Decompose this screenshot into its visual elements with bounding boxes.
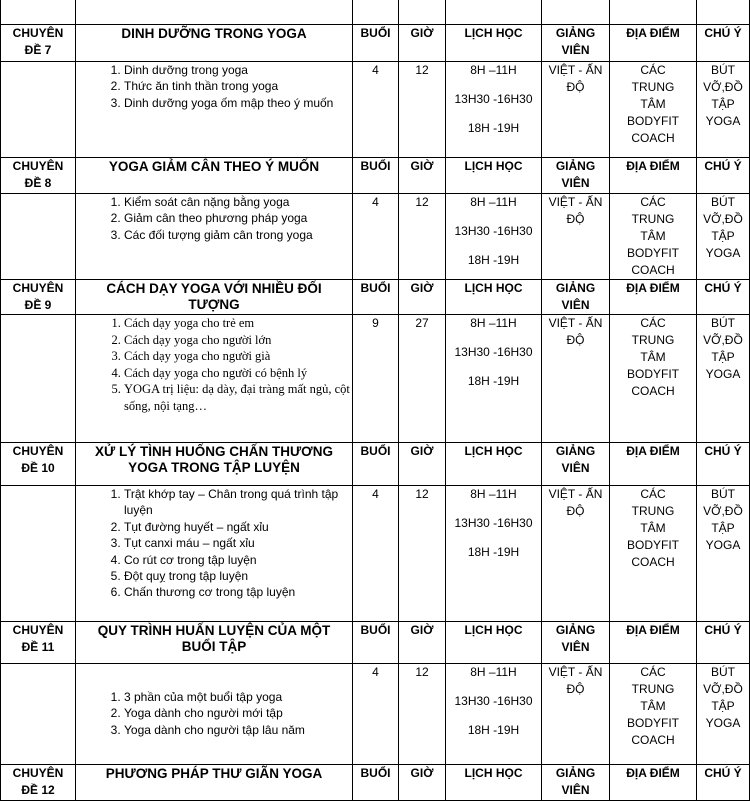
instructor-header: GIẢNG VIÊN — [542, 765, 610, 801]
hours-header: GIỜ — [399, 622, 446, 664]
topic-7-title: DINH DƯỠNG TRONG YOGA — [76, 25, 353, 62]
list-item: 3. Cách dạy yoga cho người già — [124, 348, 352, 365]
topic-9-label: CHUYÊN ĐỀ 9 — [1, 280, 76, 315]
hours-header: GIỜ — [399, 443, 446, 486]
schedule-header: LỊCH HỌC — [446, 280, 542, 315]
note-header: CHÚ Ý — [697, 622, 750, 664]
topic-7-items — [76, 62, 353, 158]
list-item: 2. Thức ăn tinh thần trong yoga — [124, 78, 352, 94]
schedule-header: LỊCH HỌC — [446, 25, 542, 62]
instructor-header: GIẢNG VIÊN — [542, 158, 610, 194]
note-header: CHÚ Ý — [697, 158, 750, 194]
schedule-header: LỊCH HỌC — [446, 443, 542, 486]
list-item: 1. Kiểm soát cân nặng bằng yoga — [124, 194, 352, 210]
topic-11-items — [76, 664, 353, 765]
instructor-header: GIẢNG VIÊN — [542, 280, 610, 315]
topic-9-hours: 27 — [399, 315, 446, 443]
list-item: 6. Chấn thương cơ trong tập luyện — [124, 584, 352, 600]
topic-11-title: QUY TRÌNH HUẤN LUYỆN CỦA MỘT BUỔI TẬP — [76, 622, 353, 664]
topic-7-content-row — [1, 62, 750, 158]
topic-12-title: PHƯƠNG PHÁP THƯ GIÃN YOGA — [76, 765, 353, 801]
topic-7-sessions: 4 — [353, 62, 399, 158]
hours-header: GIỜ — [399, 158, 446, 194]
topic-12-label: CHUYÊN ĐỀ 12 — [1, 765, 76, 801]
topic-11-sessions: 4 — [353, 664, 399, 765]
topic-7-instructor: VIỆT - ẤN ĐỘ — [542, 62, 610, 158]
list-item: 1. Trật khớp tay – Chân trong quá trình tập luyện — [124, 486, 352, 519]
sessions-header: BUỔI — [353, 158, 399, 194]
topic-8-location: CÁC TRUNG TÂM BODYFIT COACH — [610, 194, 697, 280]
list-item: 3. Yoga dành cho người tập lâu năm — [124, 722, 352, 738]
sessions-header: BUỔI — [353, 280, 399, 315]
topic-8-note: BÚT VỠ,ĐỒ TẬP YOGA — [697, 194, 750, 280]
topic-11-header-row — [1, 622, 750, 664]
topic-10-items — [76, 486, 353, 622]
topic-9-header-row — [1, 280, 750, 315]
list-item: 2. Tụt đường huyết – ngất xỉu — [124, 519, 352, 535]
topic-8-label: CHUYÊN ĐỀ 8 — [1, 158, 76, 194]
topic-8-hours: 12 — [399, 194, 446, 280]
note-header: CHÚ Ý — [697, 765, 750, 801]
list-item: 5. YOGA trị liệu: dạ dày, đại tràng mất ngủ, cột sống, nội tạng… — [124, 381, 352, 414]
topic-7-schedule: 8H –11H 13H30 -16H30 18H -19H — [446, 62, 542, 158]
topic-8-title: YOGA GIẢM CÂN THEO Ý MUỐN — [76, 158, 353, 194]
instructor-header: GIẢNG VIÊN — [542, 443, 610, 486]
sessions-header: BUỔI — [353, 443, 399, 486]
list-item: 2. Yoga dành cho người mới tập — [124, 705, 352, 721]
topic-11-location: CÁC TRUNG TÂM BODYFIT COACH — [610, 664, 697, 765]
list-item: 4. Co rút cơ trong tập luyện — [124, 552, 352, 568]
list-item: 1. Cách dạy yoga cho trẻ em — [124, 315, 352, 332]
topic-10-location: CÁC TRUNG TÂM BODYFIT COACH — [610, 486, 697, 622]
topic-12-header-row — [1, 765, 750, 801]
hours-header: GIỜ — [399, 765, 446, 801]
sessions-header: BUỔI — [353, 25, 399, 62]
list-item: 3. Tụt canxi máu – ngất xỉu — [124, 535, 352, 551]
topic-9-content-row — [1, 315, 750, 443]
instructor-header: GIẢNG VIÊN — [542, 25, 610, 62]
topic-11-schedule: 8H –11H 13H30 -16H30 18H -19H — [446, 664, 542, 765]
topic-10-note: BÚT VỠ,ĐỒ TẬP YOGA — [697, 486, 750, 622]
previous-row-fragment — [1, 0, 750, 25]
topic-8-sessions: 4 — [353, 194, 399, 280]
topic-10-header-row — [1, 443, 750, 486]
topic-10-content-row — [1, 486, 750, 622]
topic-10-hours: 12 — [399, 486, 446, 622]
list-item: 1. Dinh dưỡng trong yoga — [124, 62, 352, 78]
instructor-header: GIẢNG VIÊN — [542, 622, 610, 664]
topic-11-note: BÚT VỠ,ĐỒ TẬP YOGA — [697, 664, 750, 765]
schedule-header: LỊCH HỌC — [446, 158, 542, 194]
schedule-header: LỊCH HỌC — [446, 765, 542, 801]
list-item: 3. Các đối tượng giảm cân trong yoga — [124, 227, 352, 243]
topic-10-label: CHUYÊN ĐỀ 10 — [1, 443, 76, 486]
topic-11-content-row — [1, 664, 750, 765]
topic-11-label: CHUYÊN ĐỀ 11 — [1, 622, 76, 664]
topic-8-schedule: 8H –11H 13H30 -16H30 18H -19H — [446, 194, 542, 280]
list-item: 2. Cách dạy yoga cho người lớn — [124, 332, 352, 349]
topic-9-sessions: 9 — [353, 315, 399, 443]
topic-10-instructor: VIỆT - ẤN ĐỘ — [542, 486, 610, 622]
hours-header: GIỜ — [399, 25, 446, 62]
topic-7-location: CÁC TRUNG TÂM BODYFIT COACH — [610, 62, 697, 158]
schedule-header: LỊCH HỌC — [446, 622, 542, 664]
topic-9-title: CÁCH DẠY YOGA VỚI NHIỀU ĐỐI TƯỢNG — [76, 280, 353, 315]
location-header: ĐỊA ĐIỂM — [610, 622, 697, 664]
topic-7-label: CHUYÊN ĐỀ 7 — [1, 25, 76, 62]
sessions-header: BUỔI — [353, 622, 399, 664]
topic-9-instructor: VIỆT - ẤN ĐỘ — [542, 315, 610, 443]
topic-7-note: BÚT VỠ,ĐỒ TẬP YOGA — [697, 62, 750, 158]
note-header: CHÚ Ý — [697, 280, 750, 315]
topic-8-instructor: VIỆT - ẤN ĐỘ — [542, 194, 610, 280]
location-header: ĐỊA ĐIỂM — [610, 280, 697, 315]
topic-7-header-row — [1, 25, 750, 62]
topic-8-content-row — [1, 194, 750, 280]
list-item: 2. Giảm cân theo phương pháp yoga — [124, 210, 352, 226]
topic-8-header-row — [1, 158, 750, 194]
list-item: 1. 3 phần của một buổi tập yoga — [124, 689, 352, 705]
location-header: ĐỊA ĐIỂM — [610, 765, 697, 801]
topic-10-title: XỬ LÝ TÌNH HUỐNG CHẤN THƯƠNG YOGA TRONG TẬP LUYỆN — [76, 443, 353, 486]
topic-11-instructor: VIỆT - ẤN ĐỘ — [542, 664, 610, 765]
list-item: 4. Cách dạy yoga cho người có bệnh lý — [124, 365, 352, 382]
sessions-header: BUỔI — [353, 765, 399, 801]
topic-8-items — [76, 194, 353, 280]
topic-9-schedule: 8H –11H 13H30 -16H30 18H -19H — [446, 315, 542, 443]
topic-10-sessions: 4 — [353, 486, 399, 622]
hours-header: GIỜ — [399, 280, 446, 315]
list-item: 5. Đột quỵ trong tập luyện — [124, 568, 352, 584]
note-header: CHÚ Ý — [697, 443, 750, 486]
location-header: ĐỊA ĐIỂM — [610, 25, 697, 62]
location-header: ĐỊA ĐIỂM — [610, 443, 697, 486]
topic-10-schedule: 8H –11H 13H30 -16H30 18H -19H — [446, 486, 542, 622]
topic-7-hours: 12 — [399, 62, 446, 158]
topic-9-location: CÁC TRUNG TÂM BODYFIT COACH — [610, 315, 697, 443]
note-header: CHÚ Ý — [697, 25, 750, 62]
topic-9-items — [76, 315, 353, 443]
topic-11-hours: 12 — [399, 664, 446, 765]
list-item: 3. Dinh dưỡng yoga ốm mập theo ý muốn — [124, 95, 352, 111]
topic-9-note: BÚT VỠ,ĐỒ TẬP YOGA — [697, 315, 750, 443]
location-header: ĐỊA ĐIỂM — [610, 158, 697, 194]
